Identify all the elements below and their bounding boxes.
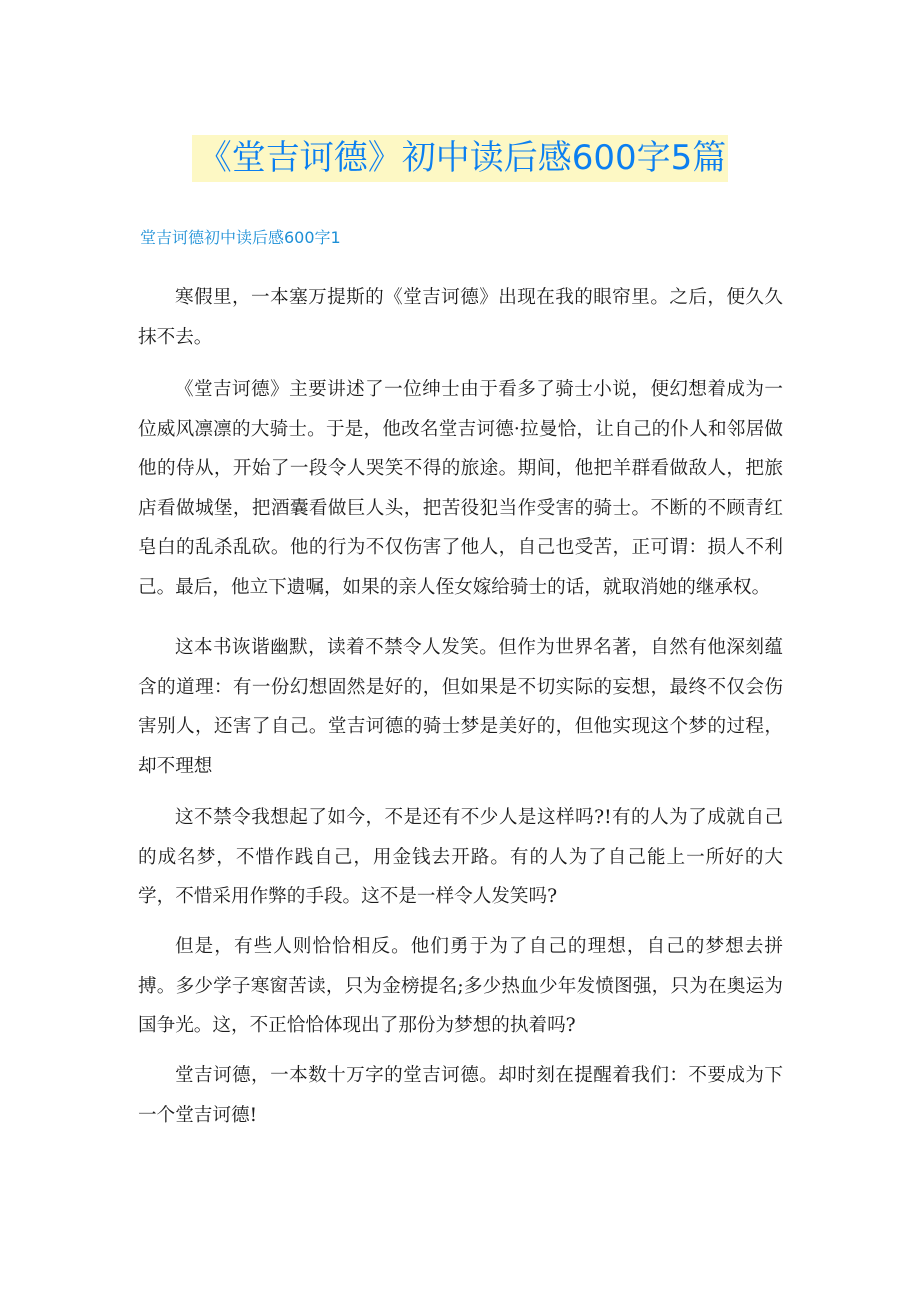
body-paragraph: 《堂吉诃德》主要讲述了一位绅士由于看多了骑士小说，便幻想着成为一位威风凛凛的大骑士。于是，他改名堂吉诃德·拉曼恰，让自己的仆人和邻居做他的侍从，开始了一段令人哭笑不得的旅途。期间，他把羊群看做敌人，把旅店看做城堡，把酒囊看做巨人头，把苦役犯当作受害的骑士。不断的不顾青红皂白的乱杀乱砍。他的行为不仅伤害了他人，自己也受苦，正可谓：损人不利己。最后，他立下遗嘱，如果的亲人侄女嫁给骑士的话，就取消她的继承权。 <box>138 379 783 598</box>
section-heading: 堂吉诃德初中读后感600字1 <box>140 228 341 247</box>
page-title: 《堂吉诃德》初中读后感600字5篇 <box>192 135 729 182</box>
body-paragraph: 这不禁令我想起了如今，不是还有不少人是这样吗?!有的人为了成就自己的成名梦，不惜作践自己，用金钱去开路。有的人为了自己能上一所好的大学，不惜采用作弊的手段。这不是一样令人发笑吗? <box>138 807 783 907</box>
body-paragraph: 堂吉诃德，一本数十万字的堂吉诃德。却时刻在提醒着我们：不要成为下一个堂吉诃德! <box>138 1065 783 1126</box>
title-container <box>0 135 920 182</box>
body-paragraph: 这本书诙谐幽默，读着不禁令人发笑。但作为世界名著，自然有他深刻蕴含的道理：有一份幻想固然是好的，但如果是不切实际的妄想，最终不仅会伤害别人，还害了自己。堂吉诃德的骑士梦是美好的，但他实现这个梦的过程，却不理想 <box>138 637 783 777</box>
body-paragraph: 寒假里，一本塞万提斯的《堂吉诃德》出现在我的眼帘里。之后，便久久抹不去。 <box>138 287 783 348</box>
body-paragraph: 但是，有些人则恰恰相反。他们勇于为了自己的理想，自己的梦想去拼搏。多少学子寒窗苦读，只为金榜提名;多少热血少年发愤图强，只为在奥运为国争光。这，不正恰恰体现出了那份为梦想的执着吗? <box>138 936 783 1036</box>
